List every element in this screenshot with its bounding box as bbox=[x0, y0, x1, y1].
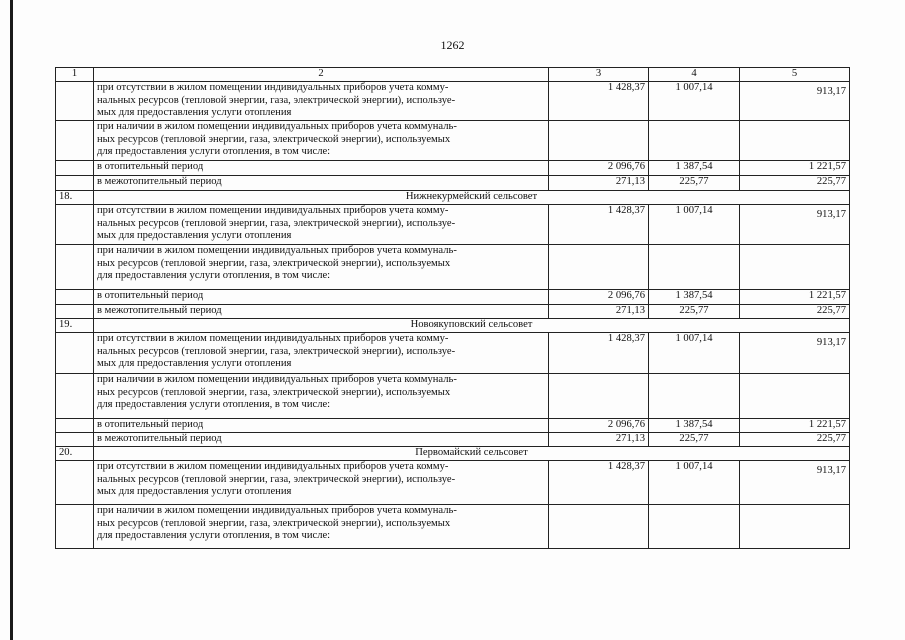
value-cell: 2 096,76 bbox=[549, 419, 649, 433]
value-cell: 225,77 bbox=[740, 305, 850, 319]
row-description: при отсутствии в жилом помещении индивидуальных приборов учета комму- нальных ресурсов (тепловой энергии, газа, электрической энергии), используе- мых для предоставления услуги отопления bbox=[94, 461, 549, 505]
header-col-2: 2 bbox=[94, 68, 549, 82]
value-cell: 1 221,57 bbox=[740, 419, 850, 433]
table-row bbox=[56, 461, 850, 505]
row-description: при отсутствии в жилом помещении индивидуальных приборов учета комму- нальных ресурсов (тепловой энергии, газа, электрической энергии), используе- мых для предоставления услуги отопления bbox=[94, 82, 549, 121]
table-header-row bbox=[56, 68, 850, 82]
table-row bbox=[56, 161, 850, 176]
page-number: 1262 bbox=[440, 38, 465, 52]
value-cell: 1 007,14 bbox=[649, 333, 740, 374]
table-row bbox=[56, 245, 850, 290]
row-description: в межотопительный период bbox=[94, 176, 549, 191]
value-cell: 1 007,14 bbox=[649, 205, 740, 245]
value-cell: 1 387,54 bbox=[649, 419, 740, 433]
table-row bbox=[56, 305, 850, 319]
row-description: при отсутствии в жилом помещении индивидуальных приборов учета комму- нальных ресурсов (тепловой энергии, газа, электрической энергии), используе- мых для предоставления услуги отопления bbox=[94, 333, 549, 374]
row-description: при отсутствии в жилом помещении индивидуальных приборов учета комму- нальных ресурсов (тепловой энергии, газа, электрической энергии), используе- мых для предоставления услуги отопления bbox=[94, 205, 549, 245]
value-cell: 1 428,37 bbox=[549, 461, 649, 505]
value-cell: 225,77 bbox=[740, 176, 850, 191]
section-index: 19. bbox=[56, 319, 94, 333]
value-cell: 1 221,57 bbox=[740, 161, 850, 176]
table-row bbox=[56, 419, 850, 433]
tariff-table bbox=[55, 67, 850, 549]
value-cell: 2 096,76 bbox=[549, 161, 649, 176]
section-row bbox=[56, 447, 850, 461]
value-cell: 225,77 bbox=[649, 433, 740, 447]
header-col-3: 3 bbox=[549, 68, 649, 82]
row-description: в межотопительный период bbox=[94, 305, 549, 319]
header-col-5: 5 bbox=[740, 68, 850, 82]
value-cell: 913,17 bbox=[740, 82, 850, 121]
row-description: в отопительный период bbox=[94, 419, 549, 433]
value-cell: 913,17 bbox=[740, 205, 850, 245]
table-row bbox=[56, 121, 850, 161]
row-description: в межотопительный период bbox=[94, 433, 549, 447]
value-cell: 1 387,54 bbox=[649, 290, 740, 305]
table-row bbox=[56, 505, 850, 549]
row-description: при наличии в жилом помещении индивидуальных приборов учета коммуналь- ных ресурсов (тепловой энергии, газа, электрической энергии), используемых для предоставления услуги отопления, в том числе: bbox=[94, 121, 549, 161]
value-cell: 1 428,37 bbox=[549, 333, 649, 374]
section-row bbox=[56, 191, 850, 205]
table-row bbox=[56, 290, 850, 305]
row-description: при наличии в жилом помещении индивидуальных приборов учета коммуналь- ных ресурсов (тепловой энергии, газа, электрической энергии), используемых для предоставления услуги отопления, в том числе: bbox=[94, 505, 549, 549]
row-description: при наличии в жилом помещении индивидуальных приборов учета коммуналь- ных ресурсов (тепловой энергии, газа, электрической энергии), используемых для предоставления услуги отопления, в том числе: bbox=[94, 374, 549, 419]
value-cell: 1 007,14 bbox=[649, 461, 740, 505]
value-cell: 1 428,37 bbox=[549, 205, 649, 245]
section-title: Нижнекурмейский сельсовет bbox=[94, 191, 850, 205]
value-cell: 1 007,14 bbox=[649, 82, 740, 121]
table-row bbox=[56, 205, 850, 245]
section-title: Новоякуповский сельсовет bbox=[94, 319, 850, 333]
section-index: 20. bbox=[56, 447, 94, 461]
value-cell: 271,13 bbox=[549, 176, 649, 191]
scan-edge-line bbox=[10, 0, 13, 640]
row-description: в отопительный период bbox=[94, 290, 549, 305]
table-row bbox=[56, 82, 850, 121]
value-cell: 2 096,76 bbox=[549, 290, 649, 305]
table-row bbox=[56, 374, 850, 419]
table-row bbox=[56, 176, 850, 191]
header-col-4: 4 bbox=[649, 68, 740, 82]
value-cell: 225,77 bbox=[740, 433, 850, 447]
value-cell: 913,17 bbox=[740, 333, 850, 374]
value-cell: 271,13 bbox=[549, 305, 649, 319]
value-cell: 913,17 bbox=[740, 461, 850, 505]
header-col-1: 1 bbox=[56, 68, 94, 82]
value-cell: 1 221,57 bbox=[740, 290, 850, 305]
section-title: Первомайский сельсовет bbox=[94, 447, 850, 461]
row-description: при наличии в жилом помещении индивидуальных приборов учета коммуналь- ных ресурсов (тепловой энергии, газа, электрической энергии), используемых для предоставления услуги отопления, в том числе: bbox=[94, 245, 549, 290]
value-cell: 225,77 bbox=[649, 305, 740, 319]
row-description: в отопительный период bbox=[94, 161, 549, 176]
table-row bbox=[56, 433, 850, 447]
value-cell: 225,77 bbox=[649, 176, 740, 191]
table-row bbox=[56, 333, 850, 374]
section-index: 18. bbox=[56, 191, 94, 205]
value-cell: 271,13 bbox=[549, 433, 649, 447]
value-cell: 1 387,54 bbox=[649, 161, 740, 176]
value-cell: 1 428,37 bbox=[549, 82, 649, 121]
section-row bbox=[56, 319, 850, 333]
